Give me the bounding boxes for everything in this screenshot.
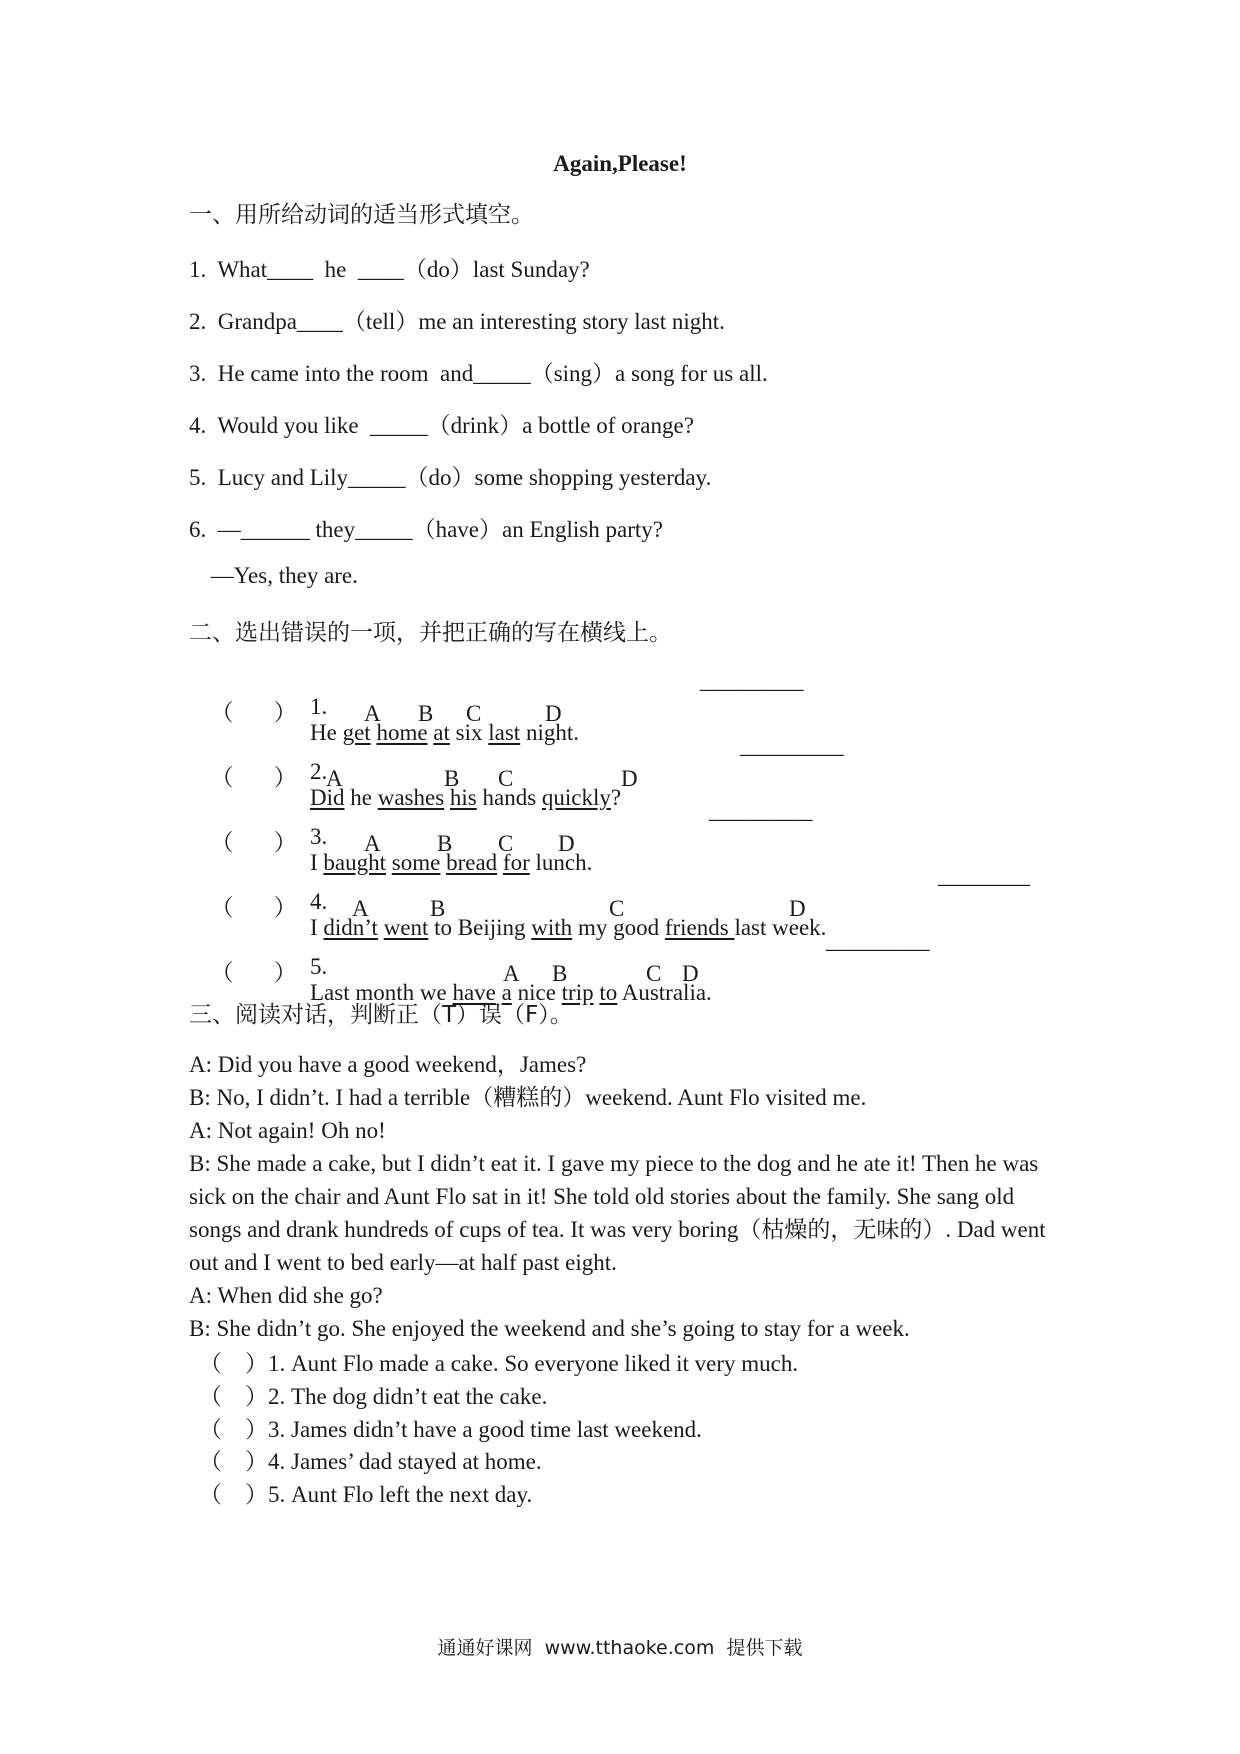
- dialogue-line: A: When did she go?: [189, 1283, 383, 1308]
- option-d-text: to: [599, 980, 618, 1005]
- error-question-3: （ ） 3. I baught some bread for lunch.: [210, 824, 593, 875]
- option-a-text: baught: [323, 850, 387, 875]
- true-false-statement: （ ）3. James didn’t have a good time last weekend.: [199, 1417, 702, 1442]
- option-c-text: his: [449, 785, 477, 810]
- option-d-text: for: [502, 850, 530, 875]
- answer-bracket: （ ）: [210, 895, 297, 920]
- answer-blank[interactable]: _________: [740, 733, 844, 758]
- dialogue-line: A: Not again! Oh no!: [189, 1118, 386, 1143]
- option-b-text: home: [376, 720, 428, 745]
- option-letter-c: C: [498, 766, 514, 791]
- question-number: 3.: [310, 824, 328, 849]
- answer-bracket: （ ）: [210, 765, 297, 790]
- question-number: 5.: [310, 954, 328, 979]
- section3-heading: 三、阅读对话，判断正（T）误（F）。: [189, 1002, 573, 1028]
- option-letter-c: C: [609, 896, 625, 921]
- option-letter-b: B: [418, 701, 434, 726]
- answer-bracket: （ ）: [210, 700, 297, 725]
- dialogue-line: B: She made a cake, but I didn’t eat it. I gave my piece to the dog and he ate it! Then he was sick on the chair and Aunt Flo sat in it! She told old stories about the family. She sang old songs and drank hundreds of cups of tea. It was very boring（枯燥的，无味的）. Dad went out and I went to bed early—at half past eight.: [189, 1151, 1046, 1275]
- error-question-1: （ ） 1. He get home at six last night.: [210, 694, 579, 745]
- option-letter-d: D: [682, 961, 699, 986]
- option-letter-d: D: [558, 831, 575, 856]
- dialogue-line: B: No, I didn’t. I had a terrible（糟糕的）weekend. Aunt Flo visited me.: [189, 1085, 867, 1110]
- question-number: 1.: [310, 694, 328, 719]
- section1-item: 2. Grandpa____（tell）me an interesting story last night.: [189, 309, 725, 334]
- answer-bracket: （ ）: [210, 830, 297, 855]
- section1-answer: —Yes, they are.: [205, 563, 358, 588]
- option-letter-a: A: [326, 766, 343, 791]
- dialogue: [189, 1048, 1061, 1345]
- option-letter-c: C: [498, 831, 514, 856]
- question-number: 2.: [310, 759, 328, 784]
- option-letter-d: D: [789, 896, 806, 921]
- option-b-text: washes: [377, 785, 445, 810]
- option-d-text: quickly: [541, 785, 611, 810]
- option-b-text: some: [391, 850, 441, 875]
- option-letter-c: C: [466, 701, 482, 726]
- true-false-statement: （ ）4. James’ dad stayed at home.: [199, 1449, 542, 1474]
- section1-item: 3. He came into the room and_____（sing）a song for us all.: [189, 361, 768, 386]
- option-letter-a: A: [364, 831, 381, 856]
- section2-heading: 二、选出错误的一项，并把正确的写在横线上。: [189, 620, 672, 646]
- option-a-text: didn’t: [323, 915, 378, 940]
- section1-item: 4. Would you like _____（drink）a bottle of orange?: [189, 413, 694, 438]
- option-a-text: get: [342, 720, 371, 745]
- option-a-text: have: [452, 980, 496, 1005]
- error-question-4: （ ） 4. I didn’t went to Beijing with my good friends last week.: [210, 889, 827, 940]
- option-letter-a: A: [352, 896, 369, 921]
- answer-blank[interactable]: ________: [938, 863, 1030, 888]
- dialogue-line: A: Did you have a good weekend，James?: [189, 1052, 587, 1077]
- section1-item: 1. What____ he ____（do）last Sunday?: [189, 257, 590, 282]
- option-d-text: friends: [664, 915, 735, 940]
- option-letter-a: A: [364, 701, 381, 726]
- error-question-5: （ ） 5. Last month we have a nice trip to Australia.: [210, 954, 712, 1005]
- option-c-text: at: [433, 720, 450, 745]
- option-a-text: Did: [310, 785, 345, 810]
- true-false-statement: （ ）5. Aunt Flo left the next day.: [199, 1482, 533, 1507]
- section1-item: 6. —______ they_____（have）an English party?: [189, 517, 663, 542]
- answer-blank[interactable]: _________: [700, 668, 804, 693]
- option-d-text: last: [488, 720, 521, 745]
- option-letter-c: C: [646, 961, 662, 986]
- option-letter-d: D: [545, 701, 562, 726]
- option-c-text: trip: [561, 980, 594, 1005]
- option-letter-b: B: [437, 831, 453, 856]
- answer-bracket: （ ）: [210, 960, 297, 985]
- option-c-text: with: [531, 915, 573, 940]
- option-c-text: bread: [446, 850, 498, 875]
- option-letter-d: D: [621, 766, 638, 791]
- option-letter-a: A: [503, 961, 520, 986]
- answer-blank[interactable]: _________: [709, 798, 813, 823]
- option-b-text: a: [501, 980, 512, 1005]
- true-false-statement: （ ）2. The dog didn’t eat the cake.: [199, 1384, 548, 1409]
- question-number: 4.: [310, 889, 328, 914]
- footer-source: 通通好课网 www.tthaoke.com 提供下载: [437, 1637, 803, 1659]
- page-title: Again,Please!: [553, 151, 687, 176]
- option-letter-b: B: [444, 766, 460, 791]
- option-b-text: went: [383, 915, 429, 940]
- option-letter-b: B: [430, 896, 446, 921]
- dialogue-line: B: She didn’t go. She enjoyed the weekend and she’s going to stay for a week.: [189, 1316, 910, 1341]
- true-false-statement: （ ）1. Aunt Flo made a cake. So everyone liked it very much.: [199, 1351, 799, 1376]
- section1-heading: 一、用所给动词的适当形式填空。: [189, 202, 534, 228]
- section1-item: 5. Lucy and Lily_____（do）some shopping yesterday.: [189, 465, 712, 490]
- error-question-2: （ ） 2. Did he washes his hands quickly?: [210, 759, 622, 810]
- answer-blank[interactable]: _________: [826, 928, 930, 953]
- option-letter-b: B: [552, 961, 568, 986]
